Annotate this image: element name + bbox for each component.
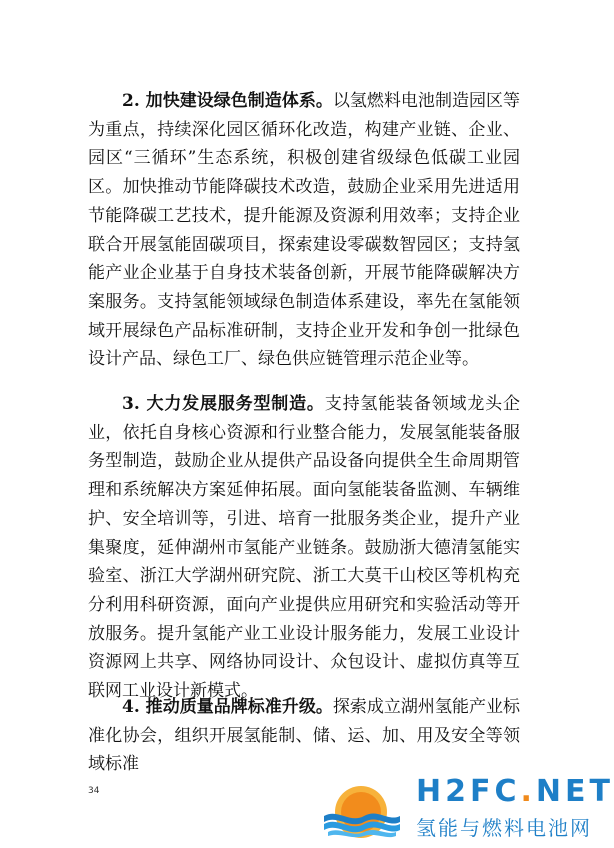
paragraph-heading: 2. 加快建设绿色制造体系。	[122, 91, 333, 111]
paragraph-body: 探索成立湖州氢能产业标准化协会，组织开展氢能制、储、运、加、用及安全等领域标准	[88, 697, 521, 775]
watermark-site-name	[416, 774, 614, 809]
paragraph-service-manufacturing	[88, 390, 520, 706]
paragraph-body: 以氢燃料电池制造园区等为重点，持续深化园区循环化改造，构建产业链、企业、园区“三循环”生态系统，积极创建省级绿色低碳工业园区。加快推动节能降碳技术改造，鼓励企业采用先进适用节能降碳工艺技术，提升能源及资源利用效率；支持企业联合开展氢能固碳项目，探索建设零碳数智园区；支持氢能产业企业基于自身技术装备创新，开展节能降碳解决方案服务。支持氢能领域绿色制造体系建设，率先在氢能领域开展绿色产品标准研制，支持企业开发和争创一批绿色设计产品、绿色工厂、绿色供应链管理示范企业等。	[88, 91, 521, 370]
site-name-tld: NET	[535, 774, 614, 809]
paragraph-heading: 4. 推动质量品牌标准升级。	[122, 697, 333, 717]
site-watermark	[318, 772, 614, 840]
paragraph-body: 支持氢能装备领域龙头企业，依托自身核心资源和行业整合能力，发展氢能装备服务型制造，鼓励企业从提供产品设备向提供全生命周期管理和系统解决方案延伸拓展。面向氢能装备监测、车辆维护、安全培训等，引进、培育一批服务类企业，提升产业集聚度，延伸湖州市氢能产业链条。鼓励浙大德清氢能实验室、浙江大学湖州研究院、浙工大莫干山校区等机构充分利用科研资源，面向产业提供应用研究和实验活动等开放服务。提升氢能产业工业设计服务能力，发展工业设计资源网上共享、网络协同设计、众包设计、虚拟仿真等互联网工业设计新模式。	[88, 394, 521, 702]
sun-wave-logo-icon	[318, 772, 404, 840]
paragraph-quality-brand-standard	[88, 693, 520, 779]
watermark-site-chinese: 氢能与燃料电池网	[416, 816, 592, 840]
paragraph-green-manufacturing	[88, 87, 520, 374]
page-number: 34	[88, 786, 100, 796]
site-name-dot: .	[520, 774, 536, 809]
site-name-main: H2FC	[416, 774, 521, 809]
paragraph-heading: 3. 大力发展服务型制造。	[122, 394, 325, 414]
